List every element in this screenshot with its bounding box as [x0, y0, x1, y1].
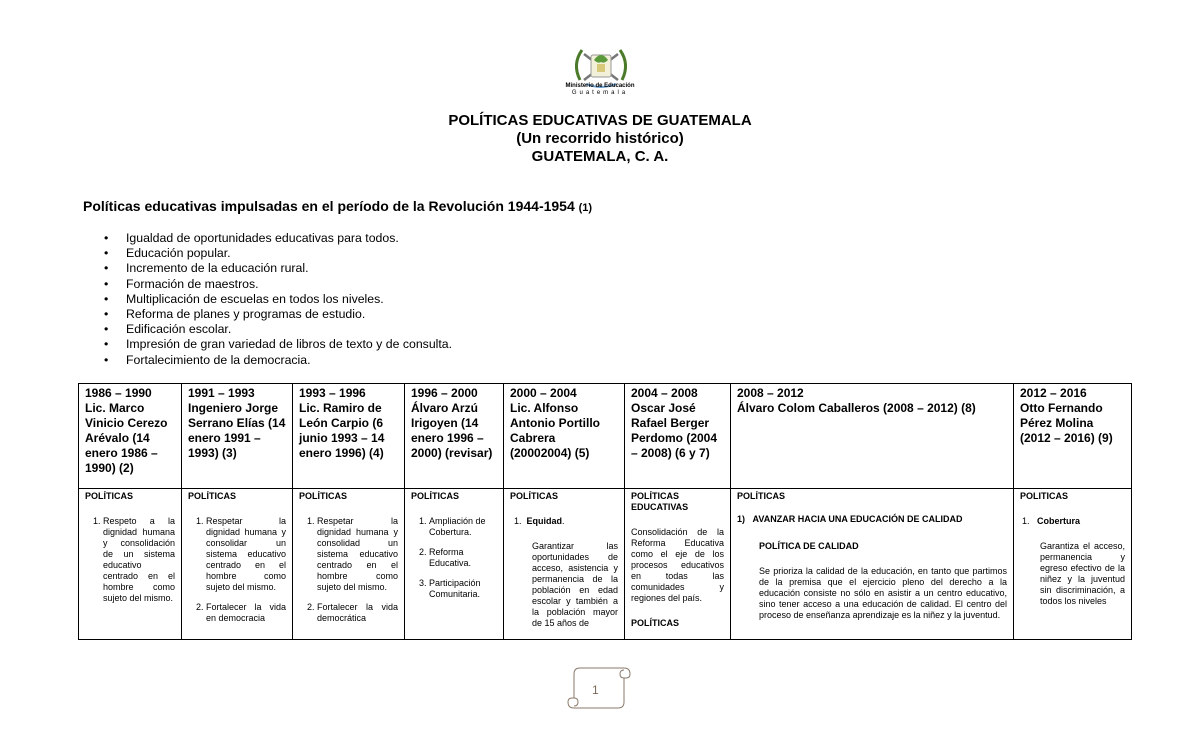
- header-cell: 1996 – 2000 Álvaro Arzú Irigoyen (14 enero 1996 – 2000) (revisar): [405, 384, 504, 489]
- list-item: • Multiplicación de escuelas en todos los niveles.: [126, 292, 452, 307]
- title-line-2: (Un recorrido histórico): [516, 130, 684, 147]
- document-title: [0, 112, 1200, 166]
- list-item: • Fortalecimiento de la democracia.: [126, 353, 452, 368]
- header-cell: 2004 – 2008 Oscar José Rafael Berger Perdomo (2004 – 2008) (6 y 7): [625, 384, 731, 489]
- list-item: • Igualdad de oportunidades educativas para todos.: [126, 231, 452, 246]
- header-cell: 1991 – 1993 Ingeniero Jorge Serrano Elías (14 enero 1991 – 1993) (3): [182, 384, 293, 489]
- table-row: [79, 489, 1132, 640]
- section-heading: Políticas educativas impulsadas en el período de la Revolución 1944-1954 (1): [83, 198, 593, 214]
- list-item: • Edificación escolar.: [126, 322, 452, 337]
- policy-cell: POLÍTICAS EDUCATIVAS Consolidación de la Reforma Educativa como el eje de los procesos educativos en todas las comunidades y regiones del país. POLÍTICAS: [625, 489, 731, 640]
- policy-cell: POLITICAS 1. Cobertura Garantiza el acceso, permanencia y egreso efectivo de la niñez y la juventud sin discriminación, a todos los niveles: [1014, 489, 1132, 640]
- policy-cell: POLÍTICAS 1. Respetar la dignidad humana y consolidad un sistema educativo centrado en el hombre como sujeto del mismo. 2. Fortalecer la vida democrática: [293, 489, 405, 640]
- list-item: • Incremento de la educación rural.: [126, 261, 452, 276]
- table-header-row: [79, 384, 1132, 489]
- policy-cell: POLÍTICAS 1. Ampliación de Cobertura. 2. Reforma Educativa. 3. Participación Comunitaria.: [405, 489, 504, 640]
- policy-cell: POLÍTICAS 1. Respeto a la dignidad humana y consolidación de un sistema educativo centrado en el hombre como sujeto del mismo.: [79, 489, 182, 640]
- page-number: 1: [592, 683, 599, 697]
- list-item: • Educación popular.: [126, 246, 452, 261]
- list-item: • Impresión de gran variedad de libros de texto y de consulta.: [126, 337, 452, 352]
- header-cell: 1993 – 1996 Lic. Ramiro de León Carpio (6 junio 1993 – 14 enero 1996) (4): [293, 384, 405, 489]
- title-line-1: POLÍTICAS EDUCATIVAS DE GUATEMALA: [448, 112, 752, 129]
- header-cell: 2012 – 2016 Otto Fernando Pérez Molina (2012 – 2016) (9): [1014, 384, 1132, 489]
- header-cell: 2008 – 2012 Álvaro Colom Caballeros (2008 – 2012) (8): [731, 384, 1014, 489]
- list-item: • Reforma de planes y programas de estudio.: [126, 307, 452, 322]
- list-item: • Formación de maestros.: [126, 277, 452, 292]
- policy-cell: POLÍTICAS 1. Respetar la dignidad humana y consolidar un sistema educativo centrado en el hombre como sujeto del mismo. 2. Fortalecer la vida en democracia: [182, 489, 293, 640]
- header-cell: 2000 – 2004 Lic. Alfonso Antonio Portillo Cabrera (20002004) (5): [504, 384, 625, 489]
- ministry-name: Ministerio de Educación Guatemala: [565, 83, 635, 96]
- revolution-policies-list: [83, 231, 452, 368]
- header-cell: 1986 – 1990 Lic. Marco Vinicio Cerezo Arévalo (14 enero 1986 – 1990) (2): [79, 384, 182, 489]
- policy-cell: POLÍTICAS 1) AVANZAR HACIA UNA EDUCACIÓN DE CALIDAD POLÍTICA DE CALIDAD Se prioriza la calidad de la educación, en tanto que partimos de la premisa que el ejercicio pleno del derecho a la educación consiste no sólo en asistir a un centro educativo, sino tener acceso a una educación de calidad. El centro del proceso de enseñanza aprendizaje es la niñez y la juventud.: [731, 489, 1014, 640]
- page-scroll-ornament: [566, 662, 632, 712]
- title-line-3: GUATEMALA, C. A.: [531, 148, 669, 165]
- government-policies-table: [78, 383, 1132, 640]
- policy-cell: POLÍTICAS 1. Equidad. Garantizar las oportunidades de acceso, asistencia y permanencia de la población en edad escolar y también a la población mayor de 15 años de: [504, 489, 625, 640]
